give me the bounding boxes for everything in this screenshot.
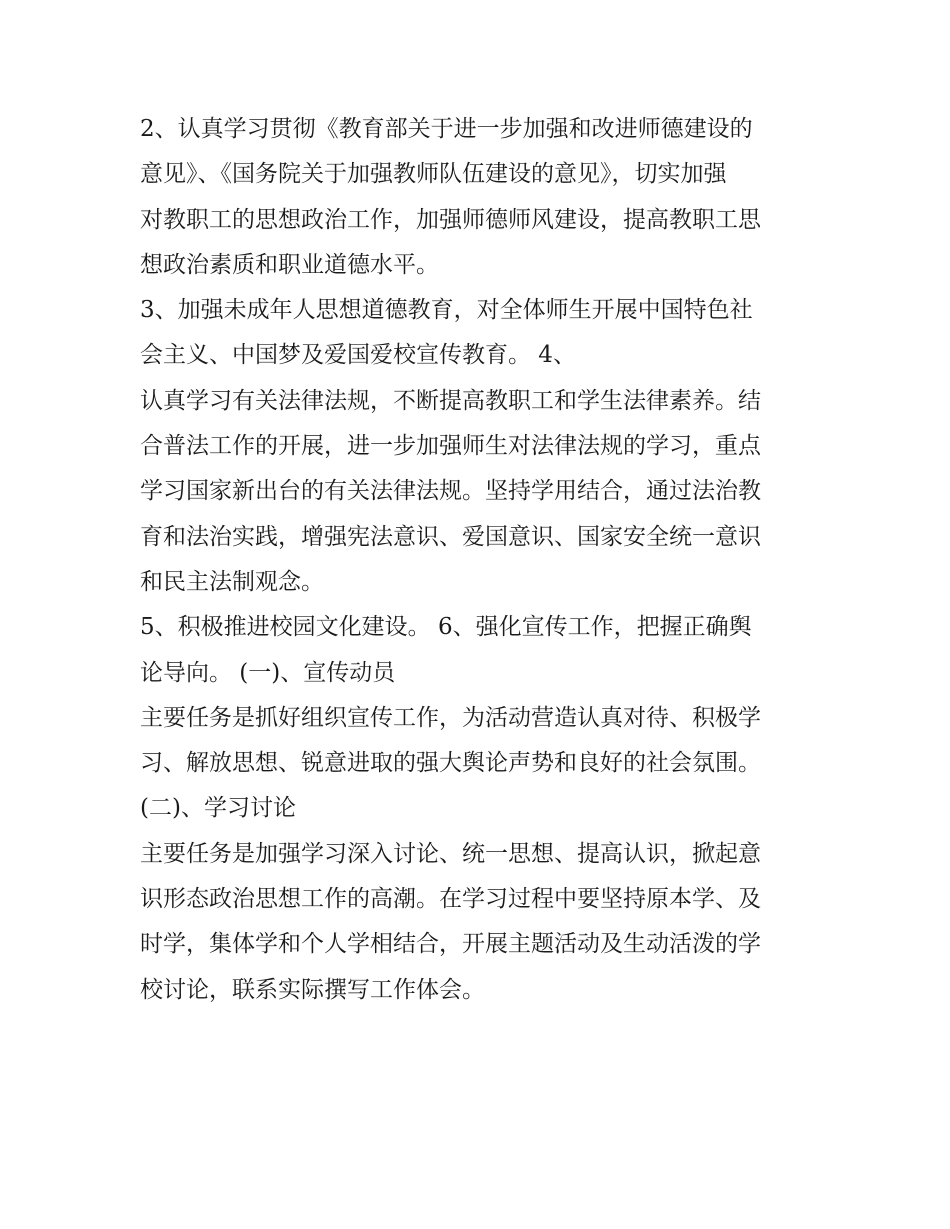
text-line: 识形态政治思想工作的高潮。在学习过程中要坚持原本学、及 (140, 886, 761, 913)
text-line: 和民主法制观念。 (140, 568, 324, 595)
text-line: 校讨论，联系实际撰写工作体会。 (140, 976, 485, 1003)
text-line: 主要任务是抓好组织宣传工作，为活动营造认真对待、积极学 (140, 704, 761, 731)
text-line: 时学，集体学和个人学相结合，开展主题活动及生动活泼的学 (140, 931, 761, 958)
text-line: 育和法治实践，增强宪法意识、爱国意识、国家安全统一意识 (140, 523, 761, 550)
text-line: 想政治素质和职业道德水平。 (140, 251, 439, 278)
text-line: 习、解放思想、锐意进取的强大舆论声势和良好的社会氛围。 (140, 750, 761, 777)
text-line: 论导向。 (一)、宣传动员 (140, 659, 396, 686)
text-line: 3、加强未成年人思想道德教育，对全体师生开展中国特色社 (140, 297, 753, 324)
text-line: 会主义、中国梦及爱国爱校宣传教育。 4、 (140, 342, 576, 369)
text-line: 意见》、《国务院关于加强教师队伍建设的意见》，切实加强 (140, 161, 727, 188)
text-line: 学习国家新出台的有关法律法规。坚持学用结合，通过法治教 (140, 478, 761, 505)
text-line: (二)、学习讨论 (140, 795, 296, 822)
text-line: 合普法工作的开展，进一步加强师生对法律法规的学习，重点 (140, 433, 761, 460)
text-line: 5、积极推进校园文化建设。 6、强化宣传工作，把握正确舆 (140, 614, 752, 641)
text-line: 对教职工的思想政治工作，加强师德师风建设，提高教职工思 (140, 206, 761, 233)
text-line: 主要任务是加强学习深入讨论、统一思想、提高认识，掀起意 (140, 840, 761, 867)
document-body (140, 107, 820, 1013)
text-line: 认真学习有关法律法规，不断提高教职工和学生法律素养。结 (140, 387, 761, 414)
text-line: 2、认真学习贯彻《教育部关于进一步加强和改进师德建设的 (140, 116, 753, 142)
